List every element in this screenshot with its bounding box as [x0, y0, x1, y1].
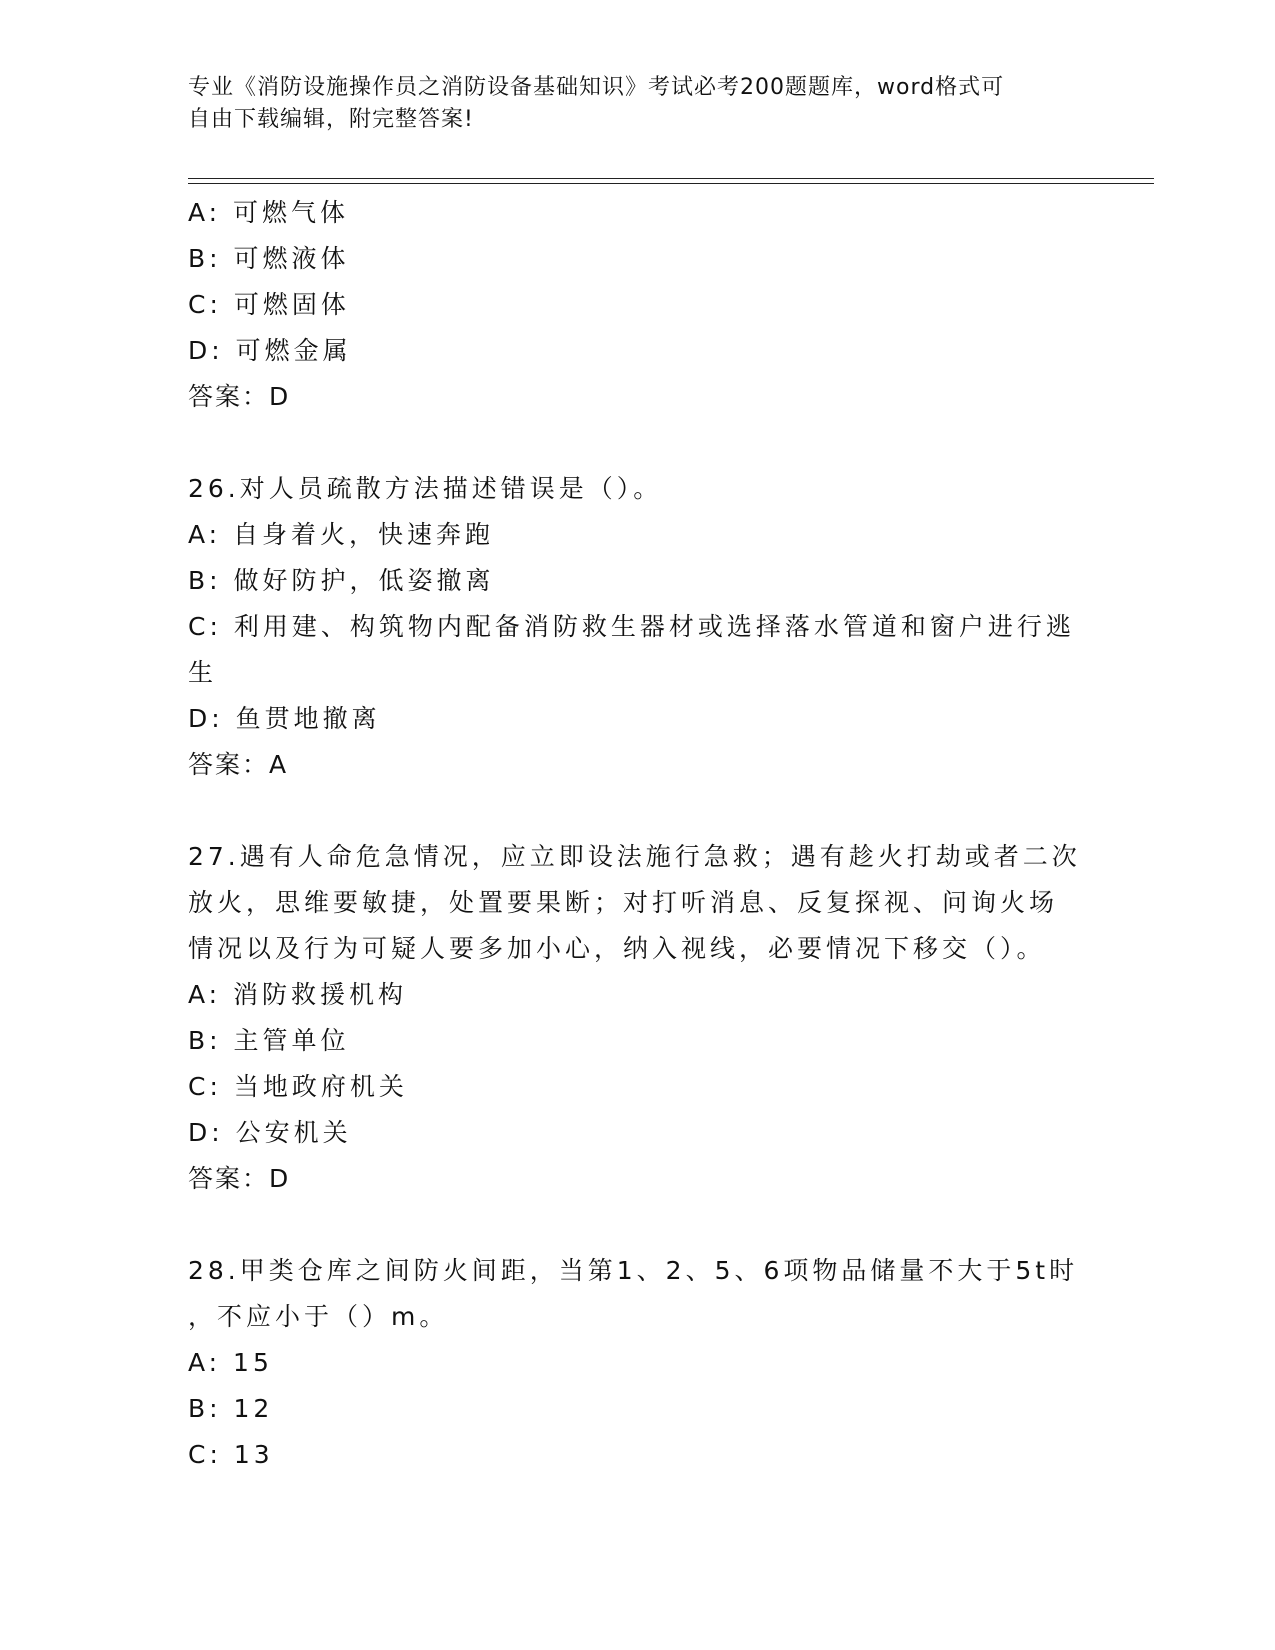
question-stem-line-2: ，不应小于（）m。 [188, 1302, 449, 1331]
question-28 [188, 1248, 1088, 1478]
question-list [188, 190, 1088, 1478]
header-line-2: 自由下载编辑，附完整答案! [188, 107, 474, 132]
question-27 [188, 834, 1088, 1202]
header-divider-top [188, 178, 1154, 179]
spacer [188, 1202, 1088, 1248]
option-b: B: 做好防护，低姿撤离 [188, 566, 495, 595]
option-c-line-2: 生 [188, 658, 218, 687]
answer: 答案：A [188, 750, 289, 779]
option-a: A: 消防救援机构 [188, 980, 408, 1009]
option-d: D: 可燃金属 [188, 336, 352, 365]
question-stem-line-2: 放火，思维要敏捷，处置要果断；对打听消息、反复探视、问询火场 [188, 888, 1059, 917]
question-stem: 26.对人员疏散方法描述错误是（）。 [188, 474, 663, 503]
question-stem-line-1: 28.甲类仓库之间防火间距，当第1、2、5、6项物品储量不大于5t时 [188, 1256, 1079, 1285]
option-d: D: 公安机关 [188, 1118, 352, 1147]
option-c: C: 当地政府机关 [188, 1072, 408, 1101]
question-stem-line-3: 情况以及行为可疑人要多加小心，纳入视线，必要情况下移交（）。 [188, 934, 1046, 963]
option-c: C: 13 [188, 1440, 274, 1469]
answer: 答案：D [188, 1164, 291, 1193]
option-c-line-1: C: 利用建、构筑物内配备消防救生器材或选择落水管道和窗户进行逃 [188, 612, 1075, 641]
spacer [188, 788, 1088, 834]
header-line-1: 专业《消防设施操作员之消防设备基础知识》考试必考200题题库，word格式可 [188, 75, 1005, 100]
option-a: A: 可燃气体 [188, 198, 350, 227]
option-a: A: 自身着火，快速奔跑 [188, 520, 495, 549]
answer: 答案：D [188, 382, 291, 411]
question-26 [188, 466, 1088, 788]
document-header [188, 72, 1068, 136]
option-b: B: 12 [188, 1394, 274, 1423]
option-c: C: 可燃固体 [188, 290, 350, 319]
question-25 [188, 190, 1088, 420]
question-stem-line-1: 27.遇有人命危急情况，应立即设法施行急救；遇有趁火打劫或者二次 [188, 842, 1081, 871]
option-d: D: 鱼贯地撤离 [188, 704, 381, 733]
option-a: A: 15 [188, 1348, 273, 1377]
option-b: B: 可燃液体 [188, 244, 350, 273]
spacer [188, 420, 1088, 466]
option-b: B: 主管单位 [188, 1026, 350, 1055]
header-divider-bottom [188, 183, 1154, 184]
